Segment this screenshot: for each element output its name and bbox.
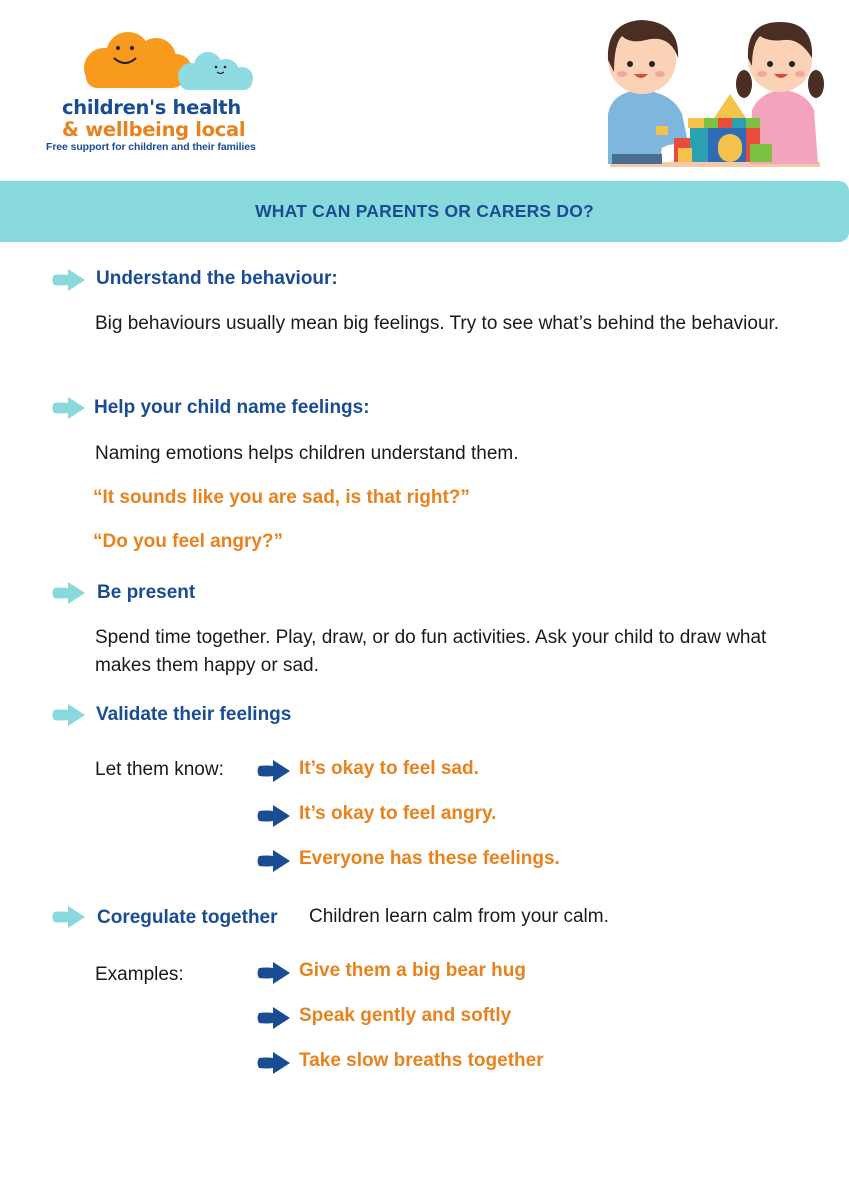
blue-arrow-icon bbox=[257, 803, 291, 829]
blue-arrow-icon bbox=[257, 960, 291, 986]
logo-tagline: Free support for children and their families bbox=[46, 141, 256, 153]
text-understand-behaviour: Big behaviours usually mean big feelings. Try to see what’s behind the behaviour. bbox=[95, 313, 780, 334]
section-banner bbox=[0, 181, 849, 242]
text-be-present: Spend time together. Play, draw, or do fun activities. Ask your child to draw what makes them happy or sad. bbox=[95, 627, 767, 676]
heading-be-present: Be present bbox=[97, 582, 196, 603]
cloud-logo-icon bbox=[76, 30, 276, 98]
text-name-feelings: Naming emotions helps children understand them. bbox=[95, 443, 519, 464]
logo-line-2: & wellbeing local bbox=[62, 118, 246, 141]
heading-understand-behaviour: Understand the behaviour: bbox=[96, 268, 338, 289]
text-let-them-know: Let them know: bbox=[95, 759, 224, 780]
teal-arrow-icon bbox=[52, 395, 86, 421]
list-item: Everyone has these feelings. bbox=[299, 848, 560, 869]
blue-arrow-icon bbox=[257, 1050, 291, 1076]
text-coregulate: Children learn calm from your calm. bbox=[309, 906, 609, 927]
list-item: Give them a big bear hug bbox=[299, 960, 526, 981]
heading-name-feelings: Help your child name feelings: bbox=[94, 397, 370, 418]
blue-arrow-icon bbox=[257, 848, 291, 874]
heading-coregulate: Coregulate together bbox=[97, 907, 278, 928]
teal-arrow-icon bbox=[52, 702, 86, 728]
text-examples: Examples: bbox=[95, 964, 184, 985]
blue-arrow-icon bbox=[257, 1005, 291, 1031]
teal-arrow-icon bbox=[52, 904, 86, 930]
logo bbox=[40, 28, 280, 158]
logo-line-1: children's health bbox=[62, 96, 241, 119]
list-item: It’s okay to feel sad. bbox=[299, 758, 479, 779]
list-item: Speak gently and softly bbox=[299, 1005, 512, 1026]
list-item: It’s okay to feel angry. bbox=[299, 803, 497, 824]
quote-angry: “Do you feel angry?” bbox=[93, 531, 284, 552]
children-playing-blocks-illustration bbox=[600, 14, 828, 170]
teal-arrow-icon bbox=[52, 580, 86, 606]
heading-validate-feelings: Validate their feelings bbox=[96, 704, 292, 725]
teal-arrow-icon bbox=[52, 267, 86, 293]
blue-arrow-icon bbox=[257, 758, 291, 784]
list-item: Take slow breaths together bbox=[299, 1050, 544, 1071]
quote-sad: “It sounds like you are sad, is that right?” bbox=[93, 487, 470, 508]
banner-title: WHAT CAN PARENTS OR CARERS DO? bbox=[255, 201, 594, 221]
